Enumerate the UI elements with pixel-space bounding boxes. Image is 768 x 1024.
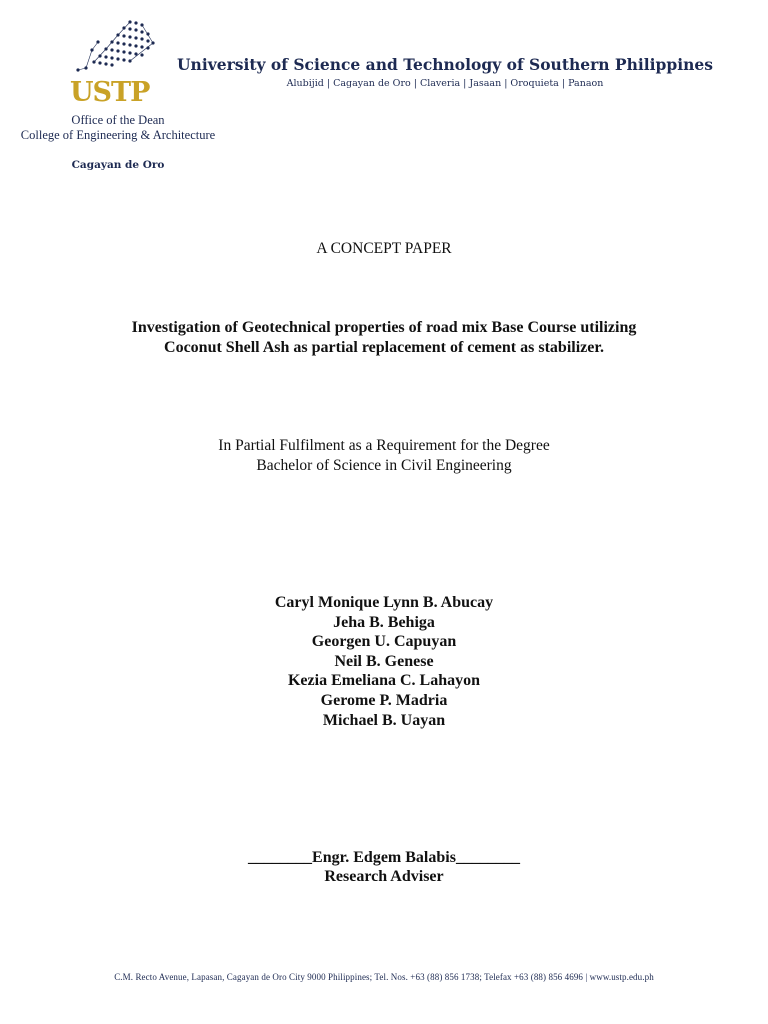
campus-city: Cagayan de Oro: [71, 159, 165, 171]
degree-statement: [0, 436, 768, 476]
document-heading: A CONCEPT PAPER: [316, 240, 452, 257]
office-block: [0, 113, 236, 143]
paper-title-line-1: Investigation of Geotechnical properties of road mix Base Course utilizing: [131, 319, 637, 336]
author-name: Gerome P. Madria: [320, 691, 448, 709]
office-line-college: College of Engineering & Architecture: [20, 128, 216, 142]
author-name: Jeha B. Behiga: [333, 613, 435, 631]
university-name: University of Science and Technology of Southern Philippines: [177, 55, 713, 74]
degree-statement-line-2: Bachelor of Science in Civil Engineering: [256, 457, 512, 474]
author-name: Michael B. Uayan: [322, 711, 446, 729]
logo-dot-network-icon: [66, 18, 166, 80]
author-name: Georgen U. Capuyan: [311, 633, 457, 651]
campus-list: Alubijid | Cagayan de Oro | Claveria | Jasaan | Oroquieta | Panaon: [286, 78, 604, 89]
degree-statement-line-1: In Partial Fulfilment as a Requirement for the Degree: [218, 437, 550, 454]
author-name: Caryl Monique Lynn B. Abucay: [274, 594, 494, 611]
paper-title-line-2: Coconut Shell Ash as partial replacement of cement as stabilizer.: [164, 339, 604, 356]
adviser-name: ________Engr. Edgem Balabis________: [248, 849, 520, 866]
author-name: Kezia Emeliana C. Lahayon: [287, 672, 480, 690]
ustp-logo: [66, 18, 166, 110]
adviser-block: [0, 848, 768, 886]
paper-title: [0, 318, 768, 358]
adviser-role: Research Adviser: [324, 868, 444, 885]
logo-text: USTP: [70, 77, 150, 108]
office-line-dean: Office of the Dean: [71, 113, 165, 127]
author-name: Neil B. Genese: [334, 652, 434, 670]
author-list: [0, 593, 768, 730]
footer-address: C.M. Recto Avenue, Lapasan, Cagayan de Oro City 9000 Philippines; Tel. Nos. +63 (88) 856 1738; Telefax +63 (88) 856 4696 | www.ustp.edu.ph: [114, 972, 654, 982]
